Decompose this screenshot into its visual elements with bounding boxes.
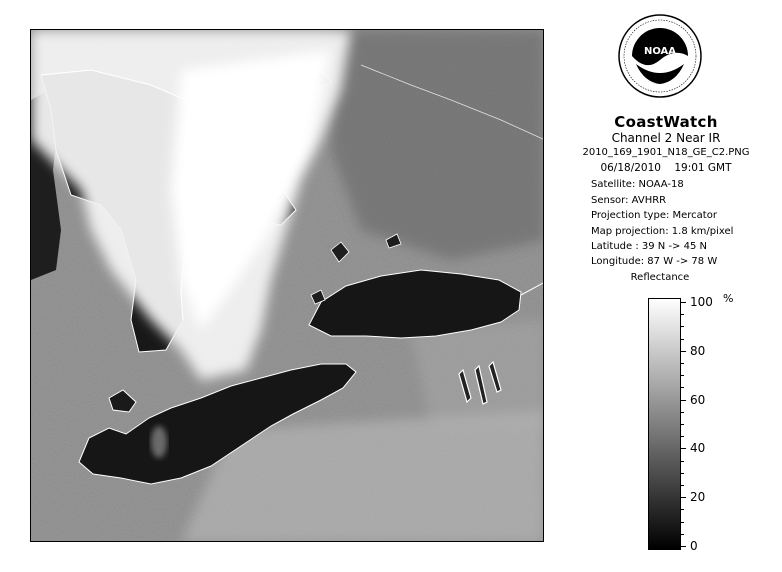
noaa-logo [618,14,702,98]
colorbar-tick-label: 40 [690,441,706,455]
file-name: 2010_169_1901_N18_GE_C2.PNG [582,147,750,158]
latitude-info: Latitude : 39 N -> 45 N [591,241,707,252]
channel-name: Channel 2 Near IR [611,131,721,145]
map-svg [31,30,544,542]
colorbar-minor-tick [681,424,684,425]
colorbar-minor-tick [681,375,684,376]
acquisition-date: 06/18/2010 [600,162,661,174]
colorbar-minor-tick [681,387,684,388]
acquisition-time: 19:01 GMT [674,162,732,174]
colorbar-tick-mark [681,448,686,449]
projection-type-info: Projection type: Mercator [591,210,717,221]
colorbar-tick-mark [681,400,686,401]
colorbar-minor-tick [681,473,684,474]
northern-forest [331,30,544,260]
map-projection-info: Map projection: 1.8 km/pixel [591,226,734,237]
colorbar-tick-label: 100 [690,295,713,309]
colorbar-minor-tick [681,363,684,364]
colorbar-minor-tick [681,534,684,535]
acquisition-datetime [556,162,776,174]
logo-text: NOAA [643,46,677,57]
colorbar-title: Reflectance [630,272,690,283]
brand-title: CoastWatch [614,113,718,131]
sensor-info: Sensor: AVHRR [591,195,667,206]
colorbar-minor-tick [681,326,684,327]
satellite-info: Satellite: NOAA-18 [591,179,684,190]
noaa-seal-icon [618,14,702,98]
erie-sediment [151,426,167,458]
colorbar-minor-tick [681,522,684,523]
colorbar-minor-tick [681,412,684,413]
colorbar-minor-tick [681,509,684,510]
colorbar-minor-tick [681,436,684,437]
colorbar-minor-tick [681,461,684,462]
colorbar-tick-label: 60 [690,393,706,407]
colorbar-minor-tick [681,339,684,340]
colorbar-tick-mark [681,546,686,547]
colorbar-minor-tick [681,485,684,486]
colorbar-tick-label: 0 [690,539,698,553]
satellite-image-map [30,29,544,542]
colorbar-unit: % [723,292,734,305]
colorbar-tick-label: 80 [690,344,706,358]
colorbar-minor-tick [681,314,684,315]
colorbar-tick-mark [681,302,686,303]
reflectance-colorbar [648,298,681,550]
colorbar-tick-mark [681,497,686,498]
colorbar-tick-mark [681,351,686,352]
colorbar-tick-label: 20 [690,490,706,504]
longitude-info: Longitude: 87 W -> 78 W [591,256,718,267]
